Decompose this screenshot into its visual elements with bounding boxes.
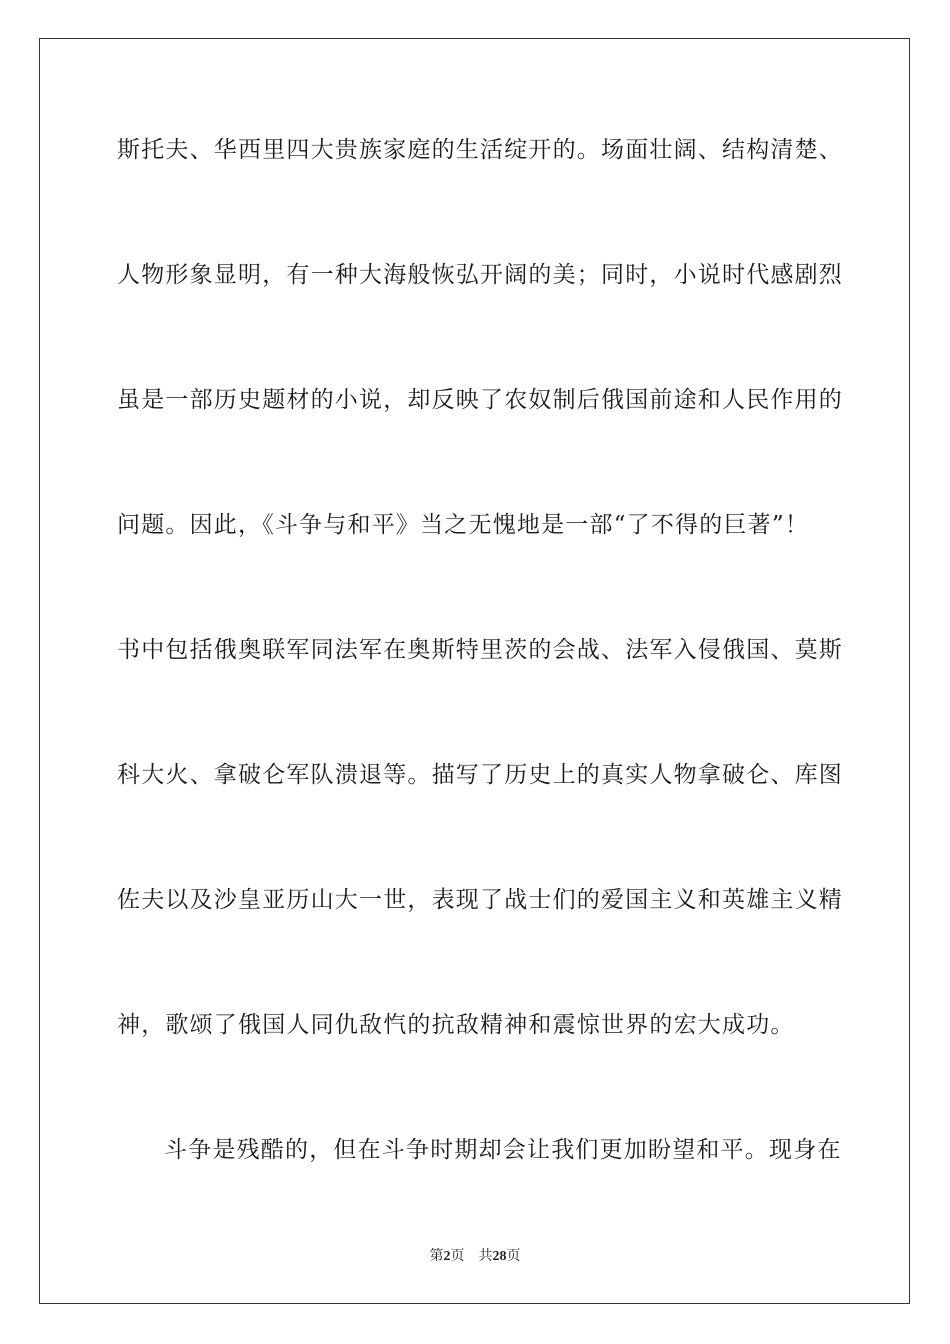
text-line-9-paragraph-start: 斗争是残酷的，但在斗争时期却会让我们更加盼望和平。现身在 <box>164 1137 842 1163</box>
page-footer <box>0 1247 950 1266</box>
text-line-8: 神，歌颂了俄国人同仇敌忾的抗敌精神和震惊世界的宏大成功。 <box>117 1012 795 1038</box>
page-frame <box>39 38 910 1304</box>
text-line-7: 佐夫以及沙皇亚历山大一世，表现了战士们的爱国主义和英雄主义精 <box>117 887 843 913</box>
text-line-5: 书中包括俄奥联军同法军在奥斯特里茨的会战、法军入侵俄国、莫斯 <box>117 637 843 663</box>
text-line-3: 虽是一部历史题材的小说，却反映了农奴制后俄国前途和人民作用的 <box>117 387 843 413</box>
page-number: 2 <box>443 1249 451 1264</box>
page-label: 第2页 <box>429 1248 465 1264</box>
total-pages: 28 <box>492 1249 507 1264</box>
text-line-2: 人物形象显明，有一种大海般恢弘开阔的美；同时，小说时代感剧烈 <box>117 262 843 288</box>
total-pages-label: 共28页 <box>478 1248 521 1264</box>
text-line-6: 科大火、拿破仑军队溃退等。描写了历史上的真实人物拿破仑、库图 <box>117 762 843 788</box>
text-line-4: 问题。因此，《斗争与和平》当之无愧地是一部“了不得的巨著”！ <box>117 512 810 538</box>
text-line-1: 斯托夫、华西里四大贵族家庭的生活绽开的。场面壮阔、结构清楚、 <box>117 137 843 163</box>
